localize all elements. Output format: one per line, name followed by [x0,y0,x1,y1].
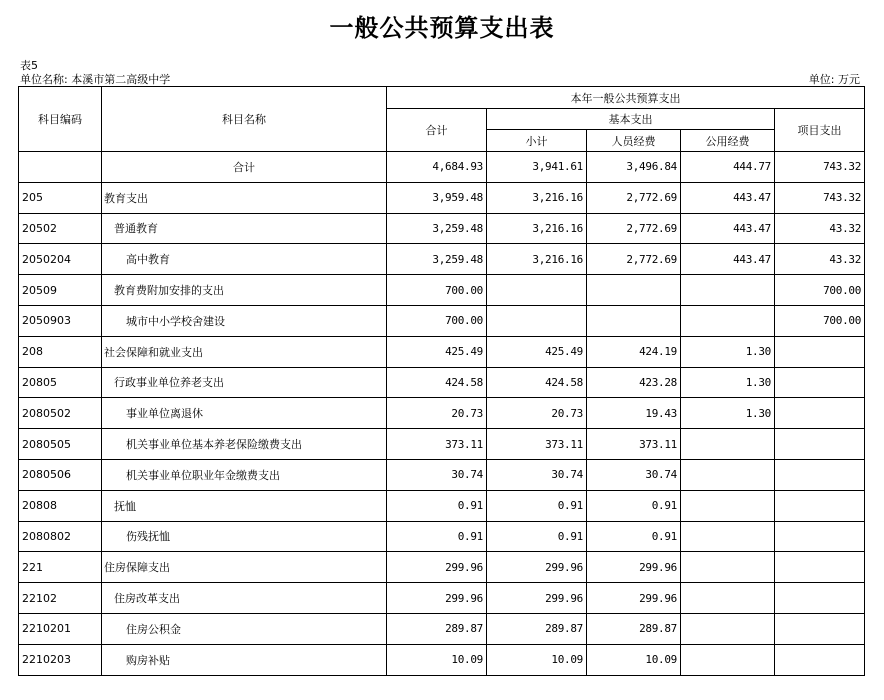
row-name: 机关事业单位职业年金缴费支出 [102,459,387,490]
table-number: 表5 [20,59,38,72]
row-project-value [775,459,865,490]
row-public-value [681,459,775,490]
row-total-value: 10.09 [387,644,487,675]
row-project-value: 743.32 [775,182,865,213]
unit-name: 单位名称: 本溪市第二高级中学 [20,73,171,86]
table-row [19,244,865,275]
row-code: 22102 [19,583,102,614]
table-row [19,459,865,490]
page-title: 一般公共预算支出表 [329,13,555,42]
row-public-value [681,583,775,614]
row-public-value [681,429,775,460]
row-project-value [775,398,865,429]
table-row-total [19,152,865,183]
table-row [19,182,865,213]
row-public-value: 444.77 [681,152,775,183]
row-public-value [681,521,775,552]
row-personnel-value: 2,772.69 [587,244,681,275]
col-header-basic: 基本支出 [487,109,775,130]
row-total-value: 3,259.48 [387,213,487,244]
row-name: 抚恤 [102,490,387,521]
table-row [19,429,865,460]
row-code: 2210201 [19,613,102,644]
row-subtotal-value: 0.91 [487,490,587,521]
row-total-value: 0.91 [387,490,487,521]
row-total-value: 373.11 [387,429,487,460]
row-code: 205 [19,182,102,213]
row-public-value: 1.30 [681,336,775,367]
row-subtotal-value: 20.73 [487,398,587,429]
row-name: 住房公积金 [102,613,387,644]
row-subtotal-value: 30.74 [487,459,587,490]
row-project-value [775,613,865,644]
table-row [19,275,865,306]
row-total-value: 299.96 [387,552,487,583]
col-header-total: 合计 [387,109,487,152]
row-name: 住房改革支出 [102,583,387,614]
row-code: 2050903 [19,305,102,336]
row-code [19,152,102,183]
table-header [19,87,865,152]
row-subtotal-value: 0.91 [487,521,587,552]
table-row [19,552,865,583]
row-public-value [681,552,775,583]
table-row [19,583,865,614]
row-total-value: 425.49 [387,336,487,367]
row-project-value: 700.00 [775,305,865,336]
table-row [19,490,865,521]
row-code: 2050204 [19,244,102,275]
row-project-value [775,644,865,675]
row-subtotal-value [487,275,587,306]
table-row [19,336,865,367]
row-personnel-value [587,275,681,306]
row-subtotal-value: 289.87 [487,613,587,644]
row-project-value: 700.00 [775,275,865,306]
row-personnel-value: 0.91 [587,521,681,552]
budget-table [18,86,865,676]
col-header-project: 项目支出 [775,109,865,152]
row-name: 社会保障和就业支出 [102,336,387,367]
row-subtotal-value: 3,216.16 [487,213,587,244]
row-personnel-value: 424.19 [587,336,681,367]
row-name: 教育费附加安排的支出 [102,275,387,306]
row-personnel-value: 0.91 [587,490,681,521]
row-total-value: 30.74 [387,459,487,490]
row-total-value: 4,684.93 [387,152,487,183]
row-subtotal-value: 299.96 [487,552,587,583]
row-code: 221 [19,552,102,583]
row-public-value: 1.30 [681,367,775,398]
row-name: 合计 [102,152,387,183]
row-total-value: 700.00 [387,275,487,306]
row-public-value: 443.47 [681,244,775,275]
col-header-public: 公用经费 [681,130,775,152]
row-name: 普通教育 [102,213,387,244]
row-public-value [681,305,775,336]
row-personnel-value: 3,496.84 [587,152,681,183]
row-public-value: 443.47 [681,182,775,213]
col-header-subtotal: 小计 [487,130,587,152]
row-subtotal-value: 425.49 [487,336,587,367]
row-code: 2080506 [19,459,102,490]
row-name: 高中教育 [102,244,387,275]
row-total-value: 424.58 [387,367,487,398]
row-public-value [681,644,775,675]
col-header-code: 科目编码 [19,87,102,152]
row-name: 伤残抚恤 [102,521,387,552]
row-project-value [775,490,865,521]
row-code: 20805 [19,367,102,398]
table-row [19,398,865,429]
row-code: 20808 [19,490,102,521]
table-row [19,521,865,552]
table-body [19,152,865,676]
row-public-value [681,275,775,306]
row-public-value: 443.47 [681,213,775,244]
row-project-value: 43.32 [775,244,865,275]
row-subtotal-value: 3,941.61 [487,152,587,183]
table-row [19,305,865,336]
unit-measure: 单位: 万元 [808,73,860,86]
table-row [19,367,865,398]
row-project-value [775,429,865,460]
row-project-value: 43.32 [775,213,865,244]
row-total-value: 299.96 [387,583,487,614]
row-name: 教育支出 [102,182,387,213]
row-total-value: 3,259.48 [387,244,487,275]
row-project-value [775,521,865,552]
row-personnel-value: 2,772.69 [587,182,681,213]
row-project-value [775,583,865,614]
row-project-value [775,336,865,367]
row-subtotal-value: 299.96 [487,583,587,614]
col-header-personnel: 人员经费 [587,130,681,152]
row-subtotal-value: 424.58 [487,367,587,398]
row-subtotal-value: 10.09 [487,644,587,675]
row-personnel-value: 299.96 [587,583,681,614]
row-name: 行政事业单位养老支出 [102,367,387,398]
table-row [19,213,865,244]
col-header-group: 本年一般公共预算支出 [387,87,865,109]
col-header-name: 科目名称 [102,87,387,152]
row-public-value: 1.30 [681,398,775,429]
row-name: 住房保障支出 [102,552,387,583]
row-personnel-value: 30.74 [587,459,681,490]
row-personnel-value: 19.43 [587,398,681,429]
row-total-value: 20.73 [387,398,487,429]
row-code: 2210203 [19,644,102,675]
row-personnel-value: 10.09 [587,644,681,675]
row-name: 城市中小学校舍建设 [102,305,387,336]
row-code: 208 [19,336,102,367]
row-subtotal-value [487,305,587,336]
row-personnel-value: 299.96 [587,552,681,583]
table-row [19,644,865,675]
row-public-value [681,490,775,521]
row-subtotal-value: 3,216.16 [487,182,587,213]
row-total-value: 700.00 [387,305,487,336]
row-public-value [681,613,775,644]
row-project-value [775,367,865,398]
row-subtotal-value: 3,216.16 [487,244,587,275]
row-total-value: 0.91 [387,521,487,552]
row-project-value: 743.32 [775,152,865,183]
row-personnel-value: 289.87 [587,613,681,644]
row-personnel-value [587,305,681,336]
row-total-value: 289.87 [387,613,487,644]
row-subtotal-value: 373.11 [487,429,587,460]
row-personnel-value: 2,772.69 [587,213,681,244]
row-personnel-value: 373.11 [587,429,681,460]
row-code: 2080802 [19,521,102,552]
row-total-value: 3,959.48 [387,182,487,213]
row-personnel-value: 423.28 [587,367,681,398]
row-name: 事业单位离退休 [102,398,387,429]
row-code: 20502 [19,213,102,244]
row-code: 2080502 [19,398,102,429]
row-name: 机关事业单位基本养老保险缴费支出 [102,429,387,460]
row-code: 2080505 [19,429,102,460]
table-row [19,613,865,644]
row-project-value [775,552,865,583]
row-name: 购房补贴 [102,644,387,675]
row-code: 20509 [19,275,102,306]
